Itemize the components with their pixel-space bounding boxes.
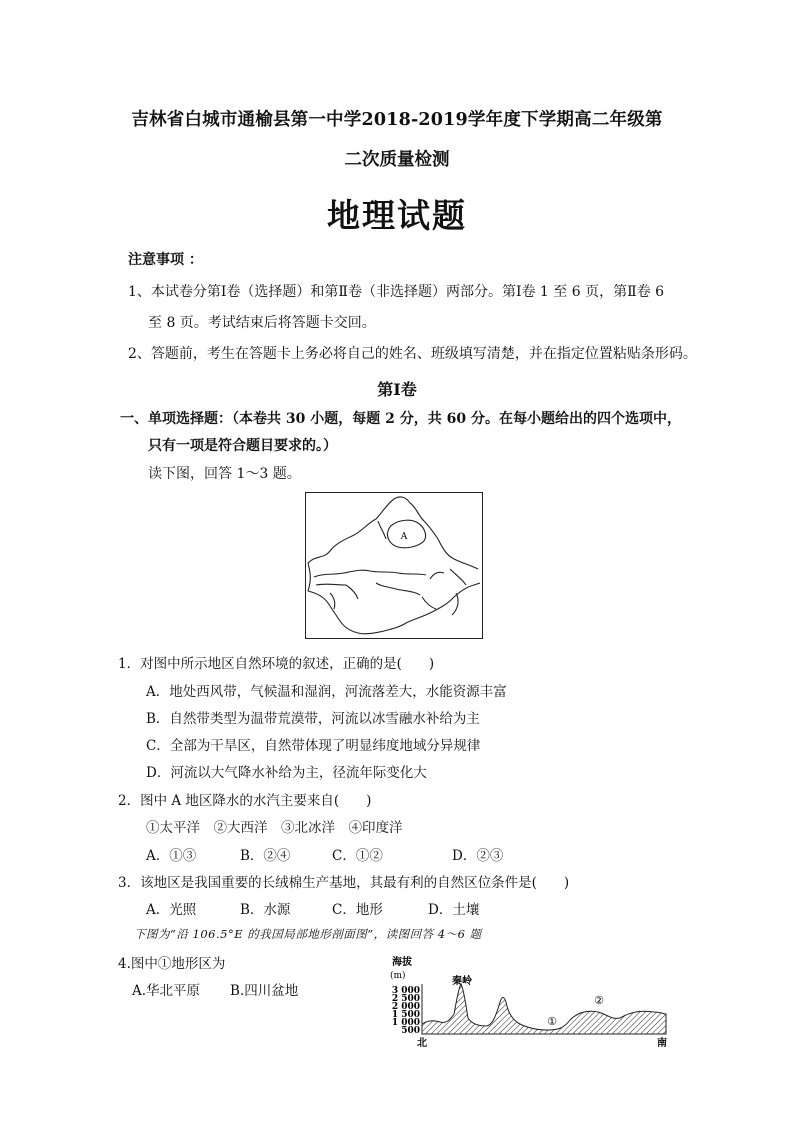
south-label: 南 <box>657 1038 667 1049</box>
q4-stem: 4.图中①地形区为 <box>118 956 226 972</box>
tick-2000: 2 000 <box>391 1002 420 1012</box>
q2-stem: 2．图中 A 地区降水的水汽主要来自( ) <box>118 793 372 809</box>
q3-option-c: C．地形 <box>332 902 383 918</box>
map-label-a: A <box>400 532 408 542</box>
q1-option-c: C．全部为干旱区，自然带体现了明显纬度地域分异规律 <box>146 738 481 754</box>
exam-title-line2: 二次质量检测 <box>344 150 450 170</box>
q2-option-b: B．②④ <box>240 848 291 864</box>
tick-1500: 1 500 <box>391 1010 420 1020</box>
instruction-2: 下图为“沿 106.5°E 的我国局部地形剖面图”，读图回答 4～6 题 <box>134 927 482 941</box>
notice-heading: 注意事项 ： <box>128 252 203 268</box>
q1-stem: 1．对图中所示地区自然环境的叙述，正确的是( ) <box>118 656 435 672</box>
north-label: 北 <box>417 1038 427 1049</box>
q3-option-b: B．水源 <box>240 902 291 918</box>
q2-option-c: C．①② <box>332 848 383 864</box>
terrain-profile <box>358 954 672 1050</box>
region-map-drawing <box>306 493 482 638</box>
q1-option-b: B．自然带类型为温带荒漠带，河流以冰雪融水补给为主 <box>146 711 480 727</box>
instruction-1: 读下图，回答 1～3 题。 <box>148 466 301 482</box>
q3-stem: 3．该地区是我国重要的长绒棉生产基地，其最有利的自然区位条件是( ) <box>118 875 570 891</box>
notice-item-2: 2、答题前，考生在答题卡上务必将自己的姓名、班级填写清楚，并在指定位置粘贴条形码。 <box>128 346 697 362</box>
notice-item-1b: 至 8 页。考试结束后将答题卡交回。 <box>148 315 376 331</box>
q2-option-a: A．①③ <box>146 848 197 864</box>
tick-500: 500 <box>401 1026 420 1036</box>
q3-option-d: D．土壤 <box>428 902 480 918</box>
marker-1: ① <box>547 1015 557 1028</box>
tick-1000: 1 000 <box>391 1018 420 1028</box>
q1-option-a: A．地处西风带，气候温和湿润，河流落差大，水能资源丰富 <box>146 684 507 700</box>
notice-item-1a: 1、本试卷分第Ⅰ卷（选择题）和第Ⅱ卷（非选择题）两部分。第Ⅰ卷 1 至 6 页，第Ⅱ卷 6 <box>128 284 664 300</box>
q4-option-b: B.四川盆地 <box>230 983 299 999</box>
tick-2500: 2 500 <box>391 994 420 1004</box>
q1-option-d: D．河流以大气降水补给为主，径流年际变化大 <box>146 765 427 781</box>
q4-option-a: A.华北平原 <box>132 983 201 999</box>
q2-options-line: ①太平洋 ②大西洋 ③北冰洋 ④印度洋 <box>146 820 403 836</box>
tick-3000: 3 000 <box>391 986 420 996</box>
axis-title: 海拔 <box>392 957 412 968</box>
region-map <box>305 492 483 639</box>
part-heading-a: 一、单项选择题：（本卷共 30 小题，每题 2 分，共 60 分。在每小题给出的四个选项中， <box>120 411 681 427</box>
section-title: 第Ⅰ卷 <box>377 380 417 399</box>
marker-2: ② <box>594 994 604 1007</box>
exam-title-line1: 吉林省白城市通榆县第一中学2018-2019学年度下学期高二年级第 <box>131 110 663 130</box>
part-heading-b: 只有一项是符合题目要求的。） <box>148 438 337 454</box>
q2-option-d: D．②③ <box>452 848 504 864</box>
main-title: 地理试题 <box>327 196 467 235</box>
peak-label-qinling: 秦岭 <box>452 976 472 987</box>
axis-unit: (m) <box>390 971 406 981</box>
q3-option-a: A．光照 <box>146 902 197 918</box>
